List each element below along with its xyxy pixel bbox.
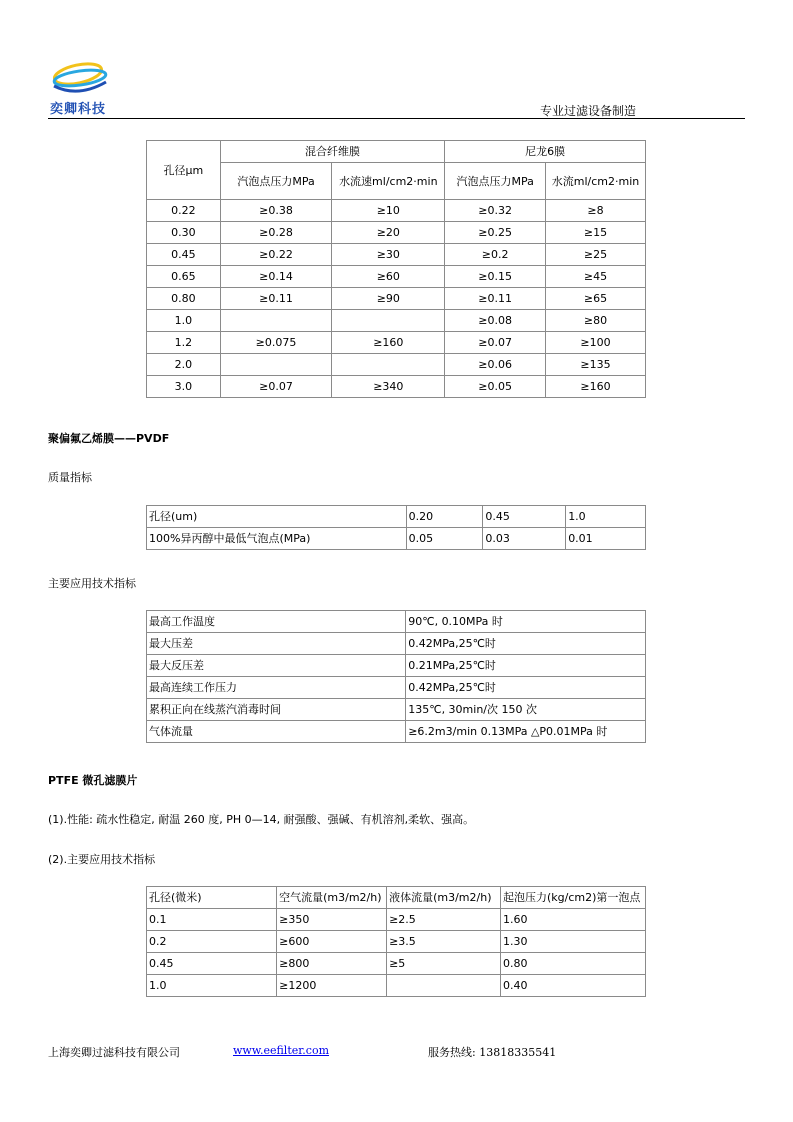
membrane-cell [220, 310, 332, 332]
ptfe-cell: 0.45 [147, 953, 277, 975]
ptfe-row [147, 953, 646, 975]
pvdf-tech-cell: 0.42MPa,25℃时 [406, 633, 646, 655]
ptfe-cell: 1.30 [501, 931, 646, 953]
membrane-cell: 0.45 [147, 244, 221, 266]
pvdf-tech-row [147, 611, 646, 633]
membrane-cell: ≥30 [332, 244, 445, 266]
pvdf-tech-cell: 最大压差 [147, 633, 406, 655]
membrane-comparison-table [146, 140, 646, 398]
pvdf-quality-cell: 1.0 [566, 506, 646, 528]
footer-website-link[interactable]: www.eefilter.com [233, 1044, 330, 1057]
membrane-cell: ≥0.32 [445, 200, 546, 222]
header-divider [48, 118, 745, 119]
pvdf-quality-cell: 0.05 [406, 528, 483, 550]
pvdf-quality-cell: 0.20 [406, 506, 483, 528]
membrane-cell: ≥20 [332, 222, 445, 244]
membrane-cell: ≥80 [546, 310, 646, 332]
pvdf-tech-cell: ≥6.2m3/min 0.13MPa △P0.01MPa 时 [406, 721, 646, 743]
ptfe-cell: 0.2 [147, 931, 277, 953]
membrane-cell: ≥0.38 [220, 200, 332, 222]
ptfe-row [147, 931, 646, 953]
pvdf-title: 聚偏氟乙烯膜——PVDF [48, 432, 170, 445]
membrane-cell: ≥0.075 [220, 332, 332, 354]
footer-company: 上海奕卿过滤科技有限公司 [48, 1046, 180, 1059]
ptfe-cell: 0.40 [501, 975, 646, 997]
ptfe-row [147, 975, 646, 997]
footer-hotline: 服务热线: 13818335541 [428, 1046, 557, 1059]
membrane-cell: ≥15 [546, 222, 646, 244]
header-nylon6: 尼龙6膜 [445, 141, 646, 163]
ptfe-header-bubble: 起泡压力(kg/cm2)第一泡点 [501, 887, 646, 909]
pvdf-quality-table [146, 505, 646, 550]
membrane-cell: ≥65 [546, 288, 646, 310]
ptfe-cell: ≥2.5 [387, 909, 501, 931]
membrane-cell: 1.2 [147, 332, 221, 354]
logo-text: 奕卿科技 [50, 102, 107, 117]
pvdf-tech-cell: 最高工作温度 [147, 611, 406, 633]
membrane-cell: ≥10 [332, 200, 445, 222]
membrane-cell: ≥0.07 [445, 332, 546, 354]
ptfe-cell [387, 975, 501, 997]
membrane-cell: ≥160 [546, 376, 646, 398]
membrane-cell: ≥0.14 [220, 266, 332, 288]
ptfe-cell: ≥800 [277, 953, 387, 975]
pvdf-tech-label: 主要应用技术指标 [48, 577, 136, 590]
ptfe-title: PTFE 微孔滤膜片 [48, 774, 138, 787]
ptfe-tech-label: (2).主要应用技术指标 [48, 853, 156, 866]
ptfe-cell: 0.80 [501, 953, 646, 975]
subheader-bubble-1: 汽泡点压力MPa [220, 163, 332, 200]
membrane-cell: 1.0 [147, 310, 221, 332]
membrane-cell: ≥0.05 [445, 376, 546, 398]
membrane-cell: ≥0.08 [445, 310, 546, 332]
pvdf-tech-cell: 最高连续工作压力 [147, 677, 406, 699]
pvdf-tech-cell: 90℃, 0.10MPa 时 [406, 611, 646, 633]
membrane-cell: ≥0.06 [445, 354, 546, 376]
membrane-cell: 2.0 [147, 354, 221, 376]
pvdf-quality-cell: 100%异丙醇中最低气泡点(MPa) [147, 528, 407, 550]
pvdf-tech-cell: 135℃, 30min/次 150 次 [406, 699, 646, 721]
ptfe-cell: 0.1 [147, 909, 277, 931]
pvdf-quality-row [147, 506, 646, 528]
ptfe-cell: ≥350 [277, 909, 387, 931]
ptfe-header-pore: 孔径(微米) [147, 887, 277, 909]
pvdf-tech-cell: 累积正向在线蒸汽消毒时间 [147, 699, 406, 721]
membrane-cell: ≥8 [546, 200, 646, 222]
membrane-cell: 0.80 [147, 288, 221, 310]
pvdf-tech-table [146, 610, 646, 743]
membrane-cell: ≥100 [546, 332, 646, 354]
header-pore-size: 孔径μm [147, 141, 221, 200]
pvdf-tech-row [147, 633, 646, 655]
membrane-cell: ≥0.22 [220, 244, 332, 266]
membrane-cell: ≥160 [332, 332, 445, 354]
subheader-flow-2: 水流ml/cm2·min [546, 163, 646, 200]
header-tagline: 专业过滤设备制造 [540, 104, 637, 118]
pvdf-quality-cell: 孔径(um) [147, 506, 407, 528]
membrane-row [147, 376, 646, 398]
ptfe-cell: ≥1200 [277, 975, 387, 997]
pvdf-tech-row [147, 655, 646, 677]
pvdf-quality-row [147, 528, 646, 550]
membrane-cell: ≥25 [546, 244, 646, 266]
header-mixed-fiber: 混合纤维膜 [220, 141, 445, 163]
ptfe-row [147, 909, 646, 931]
ptfe-header-air: 空气流量(m3/m2/h) [277, 887, 387, 909]
membrane-cell: ≥0.25 [445, 222, 546, 244]
pvdf-tech-cell: 最大反压差 [147, 655, 406, 677]
pvdf-quality-cell: 0.01 [566, 528, 646, 550]
ptfe-tech-table [146, 886, 646, 997]
membrane-cell: ≥340 [332, 376, 445, 398]
membrane-cell: ≥60 [332, 266, 445, 288]
pvdf-tech-row [147, 677, 646, 699]
membrane-cell: ≥0.11 [445, 288, 546, 310]
membrane-cell: ≥90 [332, 288, 445, 310]
membrane-row [147, 200, 646, 222]
ptfe-cell: ≥3.5 [387, 931, 501, 953]
ptfe-header-liquid: 液体流量(m3/m2/h) [387, 887, 501, 909]
membrane-cell: 0.22 [147, 200, 221, 222]
membrane-cell [220, 354, 332, 376]
membrane-row [147, 288, 646, 310]
membrane-cell: ≥0.11 [220, 288, 332, 310]
membrane-cell [332, 310, 445, 332]
ptfe-cell: ≥5 [387, 953, 501, 975]
quality-label: 质量指标 [48, 471, 92, 484]
pvdf-quality-cell: 0.03 [483, 528, 566, 550]
membrane-cell: ≥135 [546, 354, 646, 376]
membrane-cell: ≥45 [546, 266, 646, 288]
pvdf-tech-cell: 0.42MPa,25℃时 [406, 677, 646, 699]
membrane-cell: ≥0.2 [445, 244, 546, 266]
pvdf-tech-row [147, 699, 646, 721]
membrane-row [147, 266, 646, 288]
subheader-bubble-2: 汽泡点压力MPa [445, 163, 546, 200]
pvdf-tech-row [147, 721, 646, 743]
membrane-cell: ≥0.28 [220, 222, 332, 244]
ptfe-cell: 1.0 [147, 975, 277, 997]
subheader-flow-1: 水流速ml/cm2·min [332, 163, 445, 200]
membrane-cell: 0.65 [147, 266, 221, 288]
membrane-cell: 0.30 [147, 222, 221, 244]
membrane-cell: 3.0 [147, 376, 221, 398]
membrane-cell [332, 354, 445, 376]
ptfe-cell: ≥600 [277, 931, 387, 953]
membrane-row [147, 222, 646, 244]
membrane-row [147, 354, 646, 376]
membrane-row [147, 244, 646, 266]
pvdf-tech-cell: 气体流量 [147, 721, 406, 743]
membrane-row [147, 332, 646, 354]
membrane-cell: ≥0.07 [220, 376, 332, 398]
pvdf-quality-cell: 0.45 [483, 506, 566, 528]
ptfe-performance: (1).性能: 疏水性稳定, 耐温 260 度, PH 0—14, 耐强酸、强碱、有机溶剂,柔软、强高。 [48, 813, 475, 826]
pvdf-tech-cell: 0.21MPa,25℃时 [406, 655, 646, 677]
ptfe-cell: 1.60 [501, 909, 646, 931]
membrane-row [147, 310, 646, 332]
membrane-cell: ≥0.15 [445, 266, 546, 288]
